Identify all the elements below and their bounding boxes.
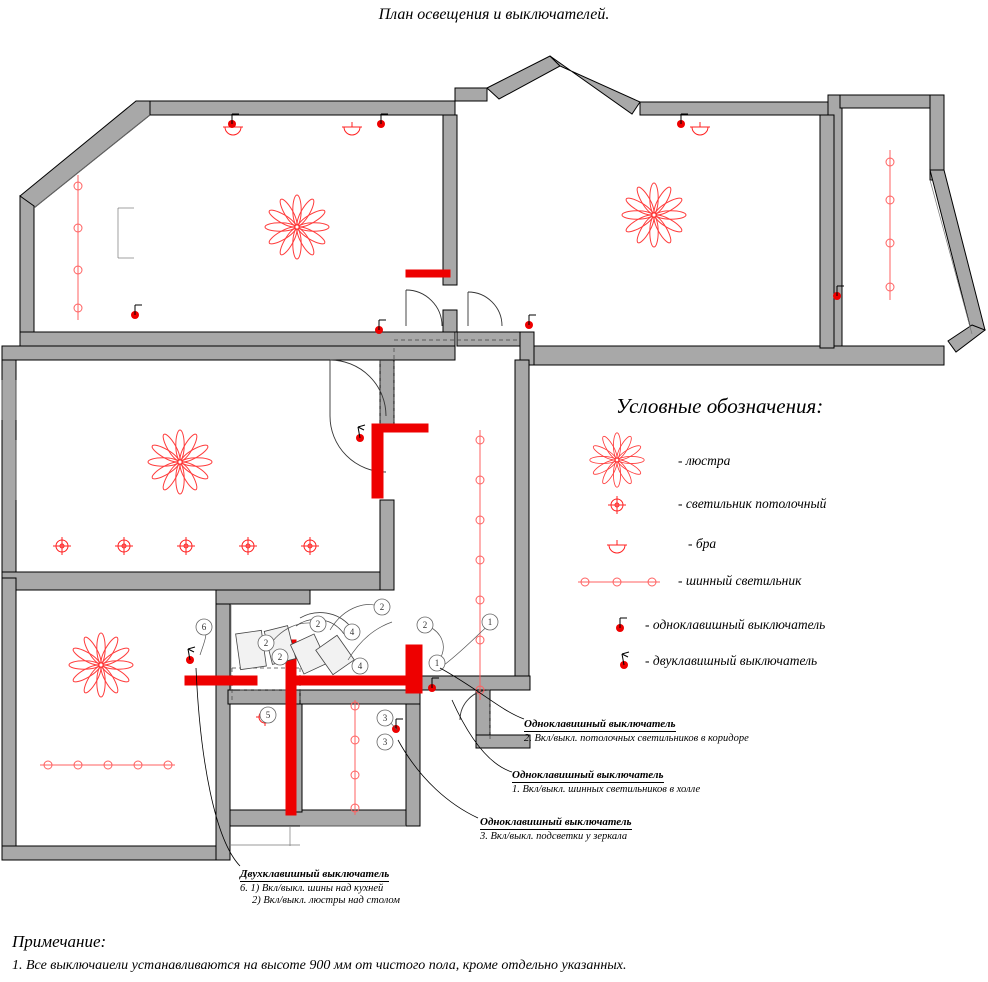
single-switch-icon: [525, 315, 536, 329]
callout-3-line-1: 3. Вкл/выкл. подсветки у зеркала: [480, 831, 628, 842]
page-title: План освещения и выключателей.: [378, 6, 610, 23]
callout-6-line-1: 6. 1) Вкл/выкл. шины над кухней: [240, 883, 384, 894]
svg-text:6: 6: [201, 622, 207, 632]
red-run-b: [372, 424, 428, 432]
note-title: Примечание:: [12, 932, 107, 951]
note-line-1: 1. Все выключаиели устанавливаются на высоте 900 мм от чистого пола, кроме отдельно указанных.: [12, 958, 627, 973]
callout-3-header: Одноклавишный выключатель: [480, 816, 632, 828]
ceiling-lamp-icon: [177, 537, 195, 555]
door-swing-3: [330, 360, 386, 416]
marker-bubbles: [196, 599, 498, 750]
svg-text:2: 2: [379, 602, 385, 612]
svg-text:2: 2: [315, 619, 321, 629]
svg-text:1: 1: [487, 617, 493, 627]
legend-item-double-switch: - двуклавишный выключатель: [645, 653, 818, 668]
chandelier-icon: [69, 633, 133, 697]
single-switch-icon: [228, 114, 239, 128]
callout-2-header: Одноклавишный выключатель: [524, 718, 676, 730]
double-switch-icon: [186, 647, 195, 664]
single-switch-icon: [131, 305, 142, 319]
wall-sconce-icon: [342, 122, 362, 135]
ceiling-lamp-icon: [608, 496, 626, 514]
callout-6: [240, 864, 400, 906]
callout-2-line-1: 2. Вкл/выкл. потолочных светильников в коридоре: [524, 733, 749, 744]
track-light-icon: [476, 430, 484, 700]
chandelier-icon: [148, 430, 212, 494]
legend-item-sconce: - бра: [688, 536, 717, 551]
svg-text:2: 2: [422, 620, 428, 630]
double-switch-icon: [356, 425, 365, 442]
legend-item-single-switch: - одноклавишный выключатель: [645, 617, 826, 632]
svg-text:5: 5: [265, 710, 271, 720]
door-swing-1: [406, 290, 442, 326]
single-switch-icon: [377, 114, 388, 128]
svg-text:2: 2: [263, 638, 269, 648]
red-run-d: [185, 676, 257, 685]
svg-text:3: 3: [382, 713, 388, 723]
red-run-a: [406, 270, 450, 277]
track-light-icon: [74, 175, 82, 320]
svg-text:4: 4: [349, 627, 355, 637]
callout-6-line-2: 2) Вкл/выкл. люстры над столом: [252, 895, 400, 906]
ceiling-lamp-icon: [53, 537, 71, 555]
red-run-f: [286, 676, 421, 685]
track-light-icon: [351, 700, 359, 815]
svg-text:4: 4: [357, 661, 363, 671]
callout-2: [524, 714, 749, 744]
door-swing-2: [468, 292, 502, 326]
wall-sconce-icon: [690, 122, 710, 135]
chandelier-icon: [590, 433, 644, 487]
legend-title: Условные обозначения:: [616, 394, 824, 418]
ceiling-lamp-icon: [239, 537, 257, 555]
svg-text:3: 3: [382, 737, 388, 747]
wall-sconce-icon: [607, 540, 627, 553]
single-switch-icon: [616, 618, 627, 632]
chandelier-icon: [265, 195, 329, 259]
svg-text:2: 2: [277, 652, 283, 662]
fixtures-layer: [40, 122, 894, 815]
chandelier-icon: [622, 183, 686, 247]
red-run-g: [406, 645, 422, 693]
track-light-icon: [578, 578, 660, 586]
marker-labels: [202, 602, 493, 747]
legend-item-ceiling-lamp: - светильник потолочный: [678, 496, 827, 511]
double-switch-icon: [620, 652, 629, 669]
callout-1-line-1: 1. Вкл/выкл. шинных светильников в холле: [512, 784, 701, 795]
red-run-c: [372, 432, 383, 498]
legend-symbols: [578, 433, 660, 669]
callout-3: [480, 812, 632, 842]
legend-item-chandelier: - люстра: [678, 453, 731, 468]
callout-1: [512, 765, 700, 795]
svg-text:1: 1: [434, 658, 440, 668]
ceiling-lamp-icon: [301, 537, 319, 555]
track-light-icon: [40, 761, 175, 769]
legend-item-track-light: - шинный светильник: [678, 573, 802, 588]
track-light-icon: [886, 150, 894, 300]
walls-layer: [2, 56, 985, 860]
red-run-h: [286, 685, 296, 815]
single-switch-icon: [677, 114, 688, 128]
ceiling-lamp-icon: [115, 537, 133, 555]
callout-6-header: Двухклавишный выключатель: [240, 868, 390, 880]
callout-1-header: Одноклавишный выключатель: [512, 769, 664, 781]
